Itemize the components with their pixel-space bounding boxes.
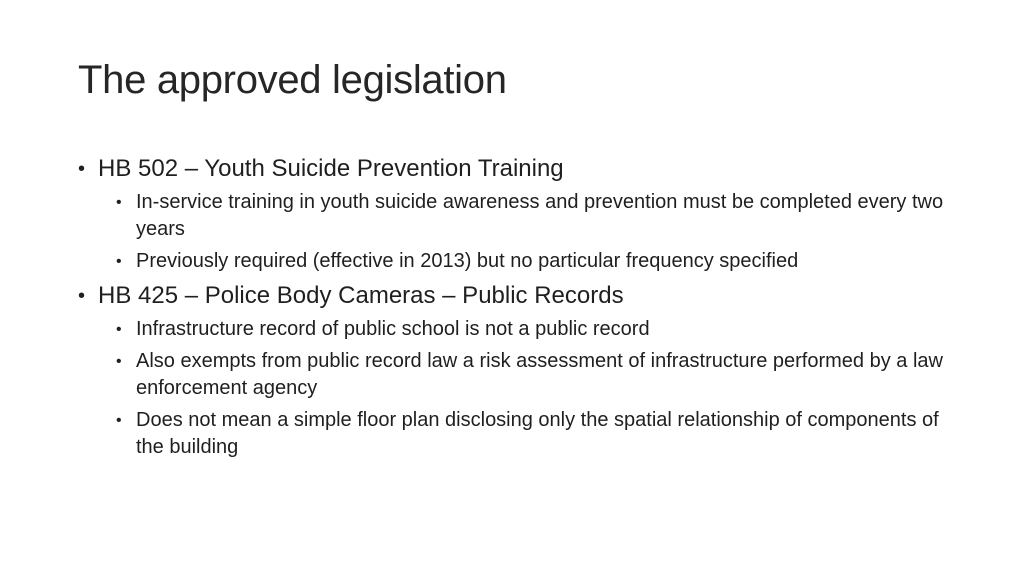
subbullet-hb425-infrastructure	[78, 316, 958, 343]
bullet-dot-icon: •	[116, 321, 122, 338]
subbullet-hb425-exempts	[78, 348, 958, 402]
subbullet-hb502-training	[78, 189, 958, 243]
bullet-dot-icon: •	[78, 285, 86, 307]
slide-content	[78, 154, 958, 461]
subbullet-text: Also exempts from public record law a risk assessment of infrastructure performed by a law enforcement agency	[136, 350, 943, 399]
subbullet-text: Does not mean a simple floor plan disclosing only the spatial relationship of components of the building	[136, 409, 939, 458]
bullet-dot-icon: •	[116, 253, 122, 270]
subbullet-hb502-previously	[78, 248, 958, 275]
subbullet-text: In-service training in youth suicide awareness and prevention must be completed every two years	[136, 191, 944, 240]
bullet-dot-icon: •	[116, 353, 122, 370]
subbullet-text: Infrastructure record of public school is not a public record	[136, 318, 650, 340]
slide-title: The approved legislation	[78, 58, 507, 102]
bullet-hb502	[78, 154, 958, 184]
bullet-dot-icon: •	[116, 194, 122, 211]
bullet-hb425	[78, 281, 958, 311]
bullet-dot-icon: •	[78, 158, 86, 180]
subbullet-text: Previously required (effective in 2013) but no particular frequency specified	[136, 250, 799, 272]
bullet-text: HB 425 – Police Body Cameras – Public Records	[98, 282, 624, 309]
bullet-dot-icon: •	[116, 412, 122, 429]
subbullet-hb425-floorplan	[78, 407, 958, 461]
bullet-text: HB 502 – Youth Suicide Prevention Training	[98, 155, 564, 182]
